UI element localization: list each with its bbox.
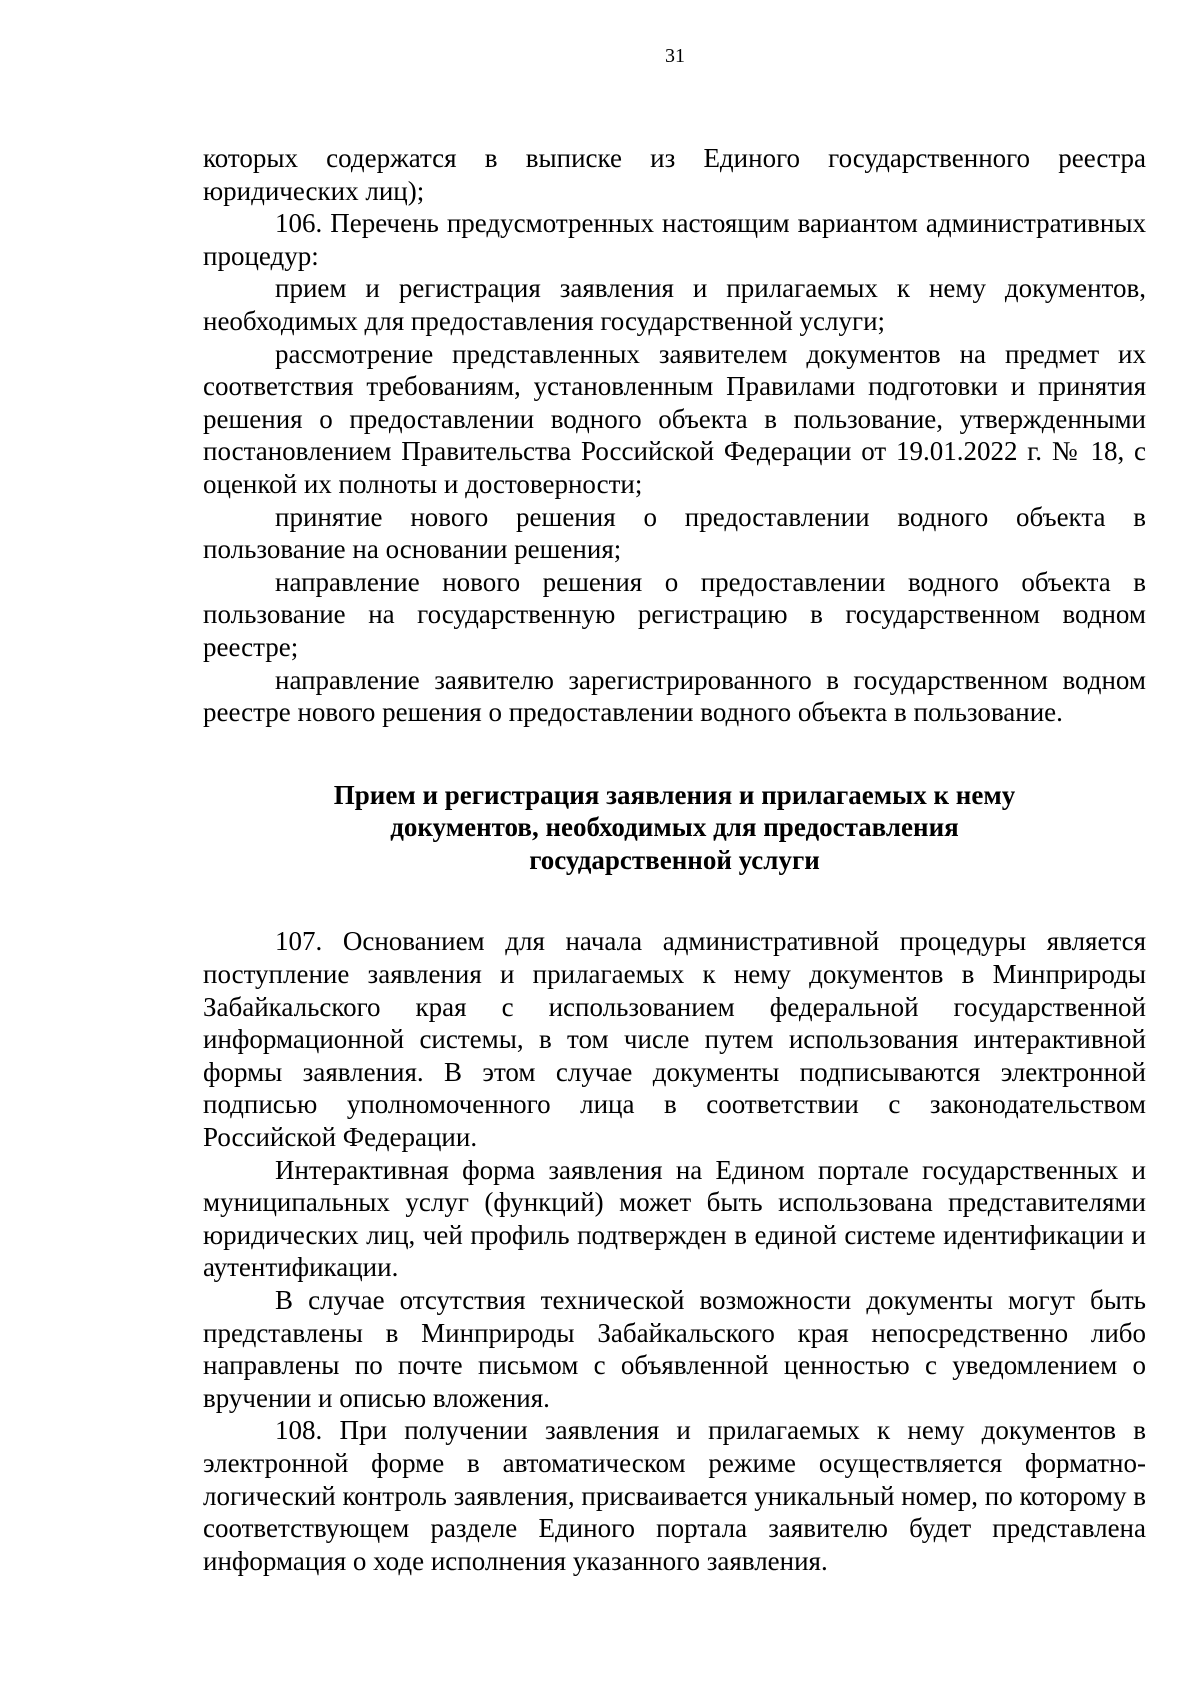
section-heading-line: Прием и регистрация заявления и прилагаемых к нему bbox=[333, 779, 1016, 810]
document-body bbox=[203, 142, 1146, 1577]
paragraph: 108. При получении заявления и прилагаемых к нему документов в электронной форме в автоматическом режиме осуществляется форматно-логический контроль заявления, присваивается уникальный номер, по которому в соответствующем разделе Единого портала заявителю будет представлена информация о ходе исполнения указанного заявления. bbox=[203, 1415, 1146, 1576]
paragraph: 106. Перечень предусмотренных настоящим вариантом административных процедур: bbox=[203, 208, 1146, 271]
section-heading-line: документов, необходимых для предоставления bbox=[390, 812, 959, 843]
paragraph: которых содержатся в выписке из Единого государственного реестра юридических лиц); bbox=[203, 143, 1146, 206]
page-number: 31 bbox=[665, 45, 685, 67]
paragraph: 107. Основанием для начала административной процедуры является поступление заявления и прилагаемых к нему документов в Минприроды Забайкальского края с использованием федеральной государственной информационной системы, в том числе путем использования интерактивной формы заявления. В этом случае документы подписываются электронной подписью уполномоченного лица в соответствии с законодательством Российской Федерации. bbox=[203, 926, 1146, 1153]
paragraph: направление заявителю зарегистрированного в государственном водном реестре нового решения о предоставлении водного объекта в пользование. bbox=[203, 664, 1146, 728]
paragraph: направление нового решения о предоставлении водного объекта в пользование на государственную регистрацию в государственном водном реестре; bbox=[203, 566, 1146, 662]
paragraph: прием и регистрация заявления и прилагаемых к нему документов, необходимых для предоставления государственной услуги; bbox=[203, 273, 1146, 336]
paragraph: рассмотрение представленных заявителем документов на предмет их соответствия требованиям, установленным Правилами подготовки и принятия решения о предоставлении водного объекта в пользование, утвержденными постановлением Правительства Российской Федерации от 19.01.2022 г. № 18, с оценкой их полноты и достоверности; bbox=[203, 338, 1146, 499]
paragraph: В случае отсутствия технической возможности документы могут быть представлены в Минприроды Забайкальского края непосредственно либо направлены по почте письмом с объявленной ценностью с уведомлением о вручении и описью вложения. bbox=[203, 1285, 1146, 1413]
paragraph: Интерактивная форма заявления на Едином портале государственных и муниципальных услуг (функций) может быть использована представителями юридических лиц, чей профиль подтвержден в единой системе идентификации и аутентификации. bbox=[203, 1154, 1146, 1283]
section-heading bbox=[203, 779, 1146, 877]
paragraph: принятие нового решения о предоставлении водного объекта в пользование на основании решения; bbox=[203, 501, 1146, 565]
section-heading-line: государственной услуги bbox=[529, 844, 820, 875]
